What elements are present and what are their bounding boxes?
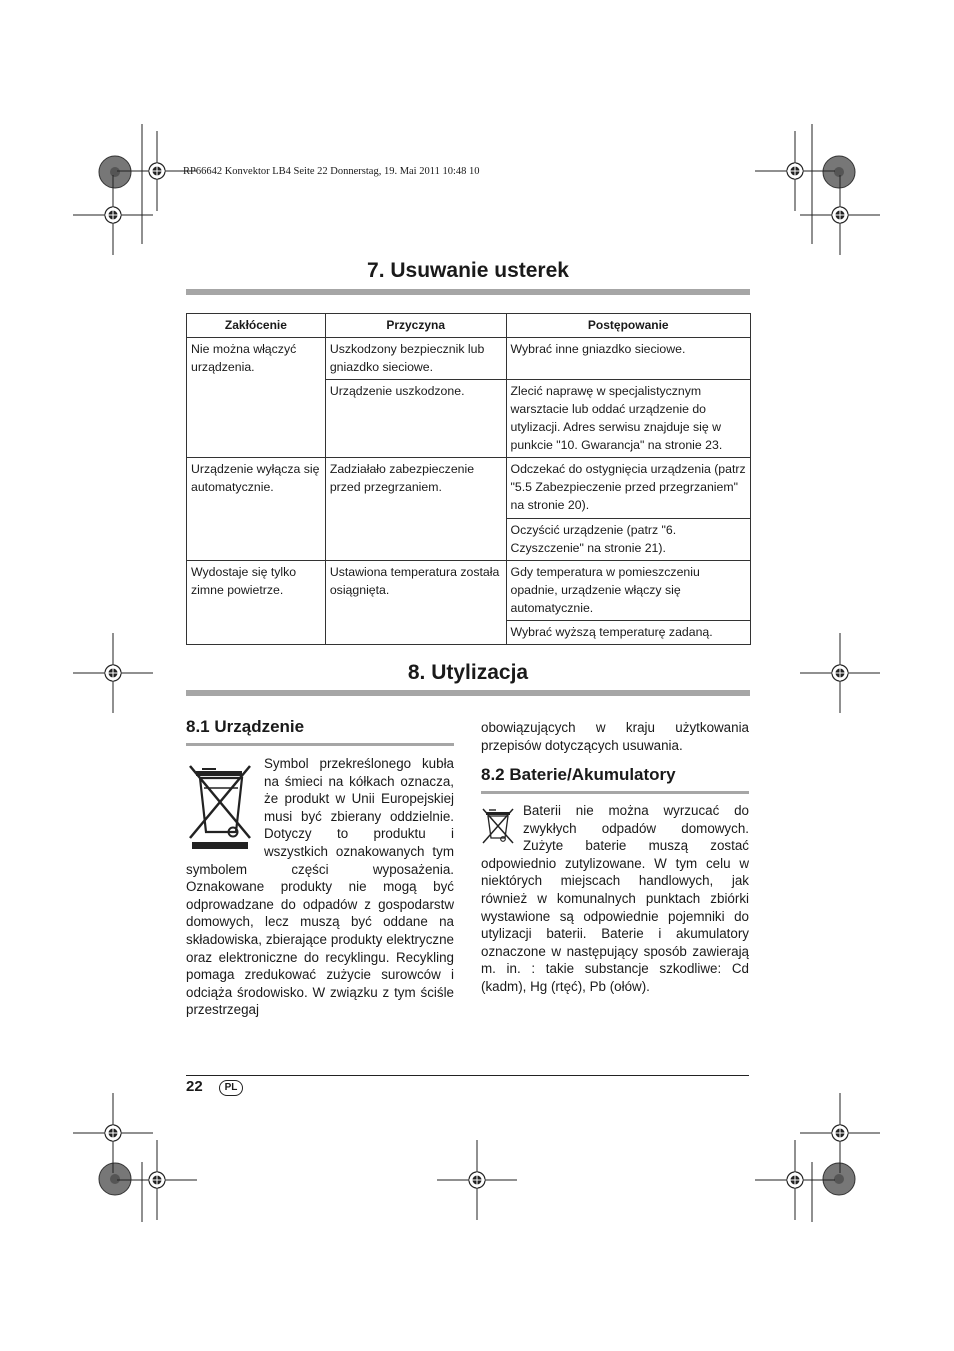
section-8-rule bbox=[186, 690, 750, 696]
crossed-bin-icon bbox=[186, 758, 256, 850]
fault-cell: Wydostaje się tylko zimne powietrze. bbox=[187, 561, 326, 645]
table-row bbox=[187, 338, 751, 380]
device-disposal-text bbox=[186, 755, 454, 1019]
print-header: RP66642 Konvektor LB4 Seite 22 Donnerstag, 19. Mai 2011 10:48 10 bbox=[183, 166, 480, 177]
troubleshooting-table bbox=[186, 313, 751, 645]
battery-disposal-paragraph: Baterii nie można wyrzucać do zwykłych odpadów domowych. Zużyte baterie muszą zostać odpowiednio zutylizowane. W tym celu w niektórych miejscach handlowych, jak również w komunalnych punktach zbiórki wystawione są odpowiednie pojemniki do utylizacji baterii. Baterie i akumulatory oznaczone w następujący sposób zawierają m. in. : takie substancje szkodliwe: Cd (kadm), Hg (rtęć), Pb (ołów). bbox=[481, 803, 749, 994]
battery-disposal-text bbox=[481, 802, 749, 996]
crossed-bin-battery-icon bbox=[481, 805, 515, 845]
subsection-8-2-rule bbox=[481, 791, 749, 794]
device-disposal-paragraph: Symbol przekreślonego kubła na śmieci na kółkach oznacza, że produkt w Unii Europejskiej musi być zbierany oddzielnie. Dotyczy to produktu i wszystkich oznakowanych tym symbolem części wyposażenia. Oznakowane produkty nie mogą być odprowadzane do odpadów z gospodarstw domowych, lecz muszą być oddane na składowiska, zbierające produkty elektryczne oraz elektroniczne do recyklingu. Recykling pomaga zredukować zużycie surowców i odciąża środowisko. W związku z tym ściśle przestrzegaj bbox=[186, 756, 454, 1018]
cause-cell: Urządzenie uszkodzone. bbox=[325, 380, 506, 458]
page-number: 22 bbox=[186, 1078, 203, 1095]
table-row bbox=[187, 458, 751, 519]
header-action: Postępowanie bbox=[506, 314, 751, 338]
action-cell: Zlecić naprawę w specjalistycznym warsztacie lub oddać urządzenie do utylizacji. Adres serwisu znajduje się w punkcie "10. Gwarancja" na stronie 23. bbox=[506, 380, 751, 458]
subsection-8-1-title: 8.1 Urządzenie bbox=[186, 717, 305, 736]
header-cause: Przyczyna bbox=[325, 314, 506, 338]
table-row bbox=[187, 561, 751, 621]
subsection-8-2-title: 8.2 Baterie/Akumulatory bbox=[481, 765, 676, 784]
fault-cell: Nie można włączyć urządzenia. bbox=[187, 338, 326, 458]
section-8-title: 8. Utylizacja bbox=[407, 661, 529, 684]
action-cell: Oczyścić urządzenie (patrz "6. Czyszczenie" na stronie 21). bbox=[506, 519, 751, 561]
header-fault: Zakłócenie bbox=[187, 314, 326, 338]
cause-cell: Ustawiona temperatura została osiągnięta. bbox=[325, 561, 506, 645]
action-cell: Wybrać wyższą temperaturę zadaną. bbox=[506, 621, 751, 645]
fault-cell: Urządzenie wyłącza się automatycznie. bbox=[187, 458, 326, 561]
footer-rule bbox=[186, 1075, 749, 1076]
device-disposal-continued: obowiązujących w kraju użytkowania przepisów dotyczących usuwania. bbox=[481, 720, 749, 753]
cause-cell: Uszkodzony bezpiecznik lub gniazdko sieciowe. bbox=[325, 338, 506, 380]
section-7-rule bbox=[186, 289, 750, 295]
language-badge: PL bbox=[219, 1080, 243, 1096]
cause-cell: Zadziałało zabezpieczenie przed przegrzaniem. bbox=[325, 458, 506, 561]
section-7-title: 7. Usuwanie usterek bbox=[367, 259, 569, 282]
table-header-row bbox=[187, 314, 751, 338]
action-cell: Odczekać do ostygnięcia urządzenia (patrz "5.5 Zabezpieczenie przed przegrzaniem" na stronie 20). bbox=[506, 458, 751, 519]
action-cell: Wybrać inne gniazdko sieciowe. bbox=[506, 338, 751, 380]
subsection-8-1-rule bbox=[186, 743, 454, 746]
action-cell: Gdy temperatura w pomieszczeniu opadnie, urządzenie włączy się automatycznie. bbox=[506, 561, 751, 621]
